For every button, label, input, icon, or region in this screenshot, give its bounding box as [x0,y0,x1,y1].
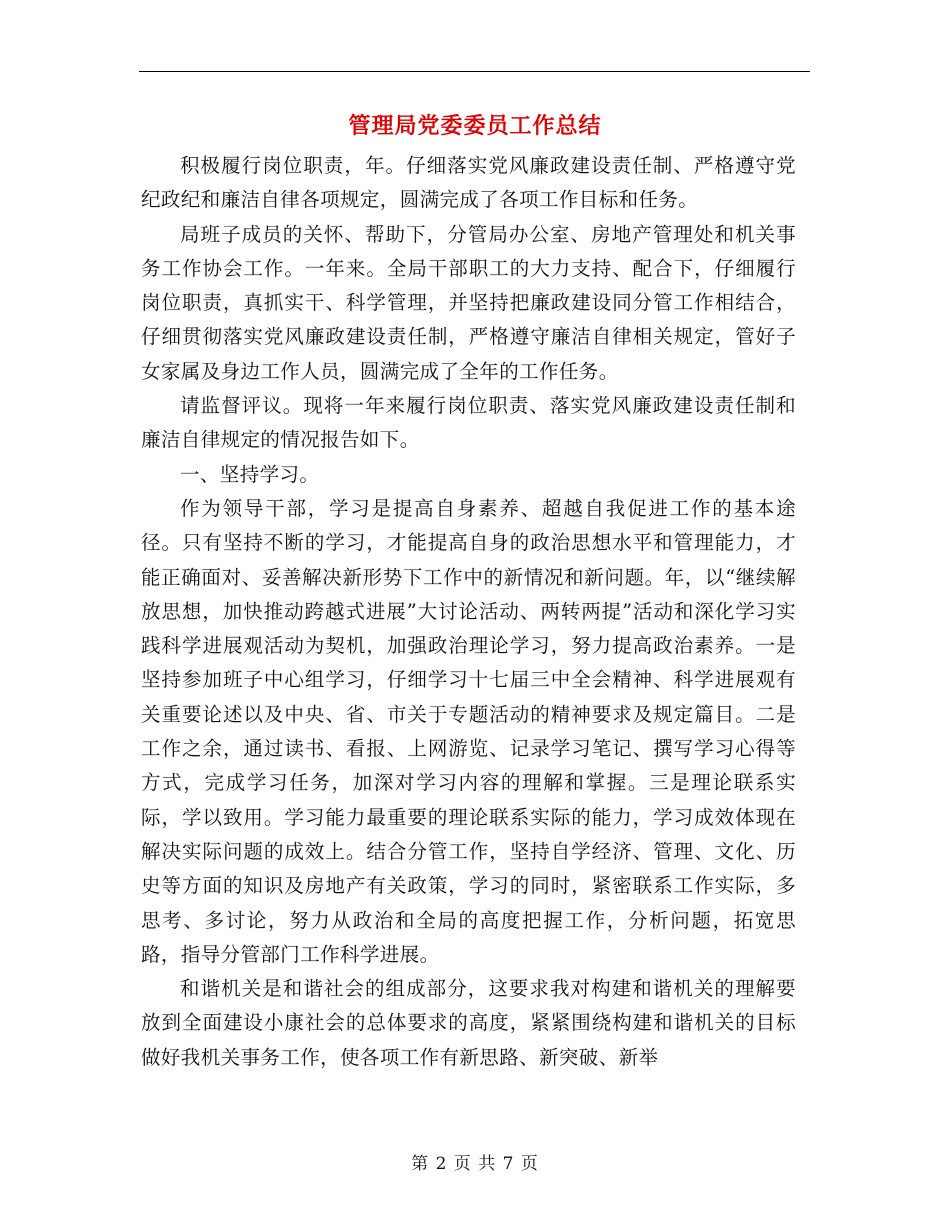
paragraph-1: 积极履行岗位职责，年。仔细落实党风廉政建设责任制、严格遵守党纪政纪和廉洁自律各项规定，圆满完成了各项工作目标和任务。 [141,154,796,212]
section-heading-study: 一、坚持学习。 [180,462,320,486]
document-title: 管理局党委委员工作总结 [348,113,602,139]
paragraph-6: 和谐机关是和谐社会的组成部分，这要求我对构建和谐机关的理解要放到全面建设小康社会的总体要求的高度，紧紧围绕构建和谐机关的目标做好我机关事务工作，使各项工作有新思路、新突破、新举 [141,977,796,1069]
header-rule [139,71,810,72]
paragraph-3: 请监督评议。现将一年来履行岗位职责、落实党风廉政建设责任制和廉洁自律规定的情况报告如下。 [141,394,796,452]
paragraph-5: 作为领导干部，学习是提高自身素养、超越自我促进工作的基本途径。只有坚持不断的学习，才能提高自身的政治思想水平和管理能力，才能正确面对、妥善解决新形势下工作中的新情况和新问题。年，以“继续解放思想，加快推动跨越式进展”大讨论活动、两转两提”活动和深化学习实践科学进展观活动为契机，加强政治理论学习，努力提高政治素养。一是坚持参加班子中心组学习，仔细学习十七届三中全会精神、科学进展观有关重要论述以及中央、省、市关于专题活动的精神要求及规定篇目。二是工作之余，通过读书、看报、上网游览、记录学习笔记、撰写学习心得等方式，完成学习任务，加深对学习内容的理解和掌握。三是理论联系实际，学以致用。学习能力最重要的理论联系实际的能力，学习成效体现在解决实际问题的成效上。结合分管工作，坚持自学经济、管理、文化、历史等方面的知识及房地产有关政策，学习的同时，紧密联系工作实际，多思考、多讨论，努力从政治和全局的高度把握工作，分析问题，拓宽思路，指导分管部门工作科学进展。 [141,496,796,966]
paragraph-2: 局班子成员的关怀、帮助下，分管局办公室、房地产管理处和机关事务工作协会工作。一年来。全局干部职工的大力支持、配合下，仔细履行岗位职责，真抓实干、科学管理，并坚持把廉政建设同分管工作相结合，仔细贯彻落实党风廉政建设责任制，严格遵守廉洁自律相关规定，管好子女家属及身边工作人员，圆满完成了全年的工作任务。 [141,222,796,383]
page-number: 第 2 页 共 7 页 [411,1154,539,1174]
document-body [141,149,796,1075]
